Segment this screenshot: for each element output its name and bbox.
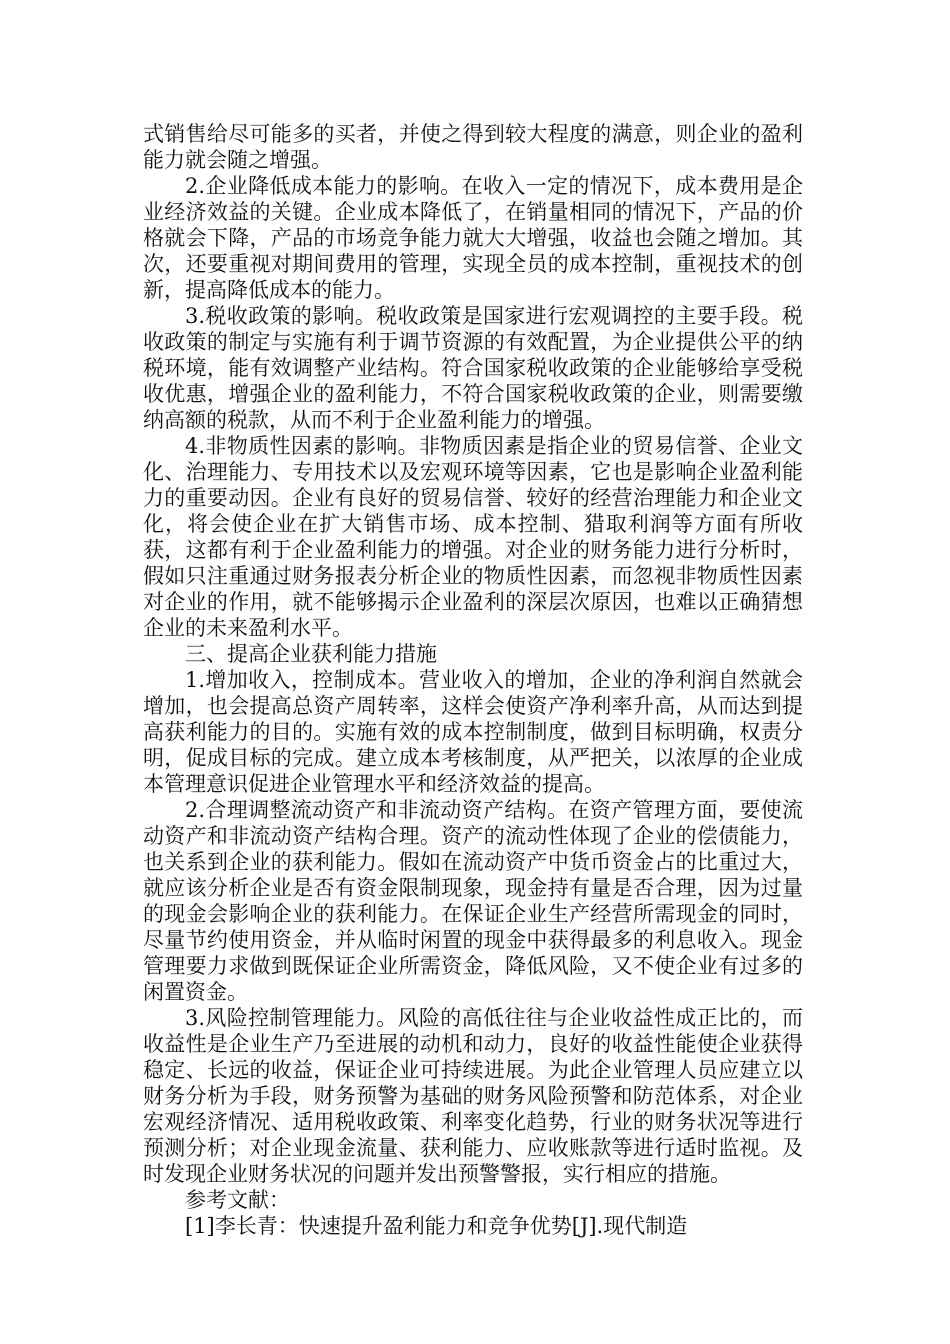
paragraph-cost-reduction: 2.企业降低成本能力的影响。在收入一定的情况下，成本费用是企业经济效益的关键。企业成本降低了，在销量相同的情况下，产品的价格就会下降，产品的市场竞争能力就大大增强，收益也会随之增加。其次，还要重视对期间费用的管理，实现全员的成本控制，重视技术的创新，提高降低成本的能力。: [143, 174, 803, 302]
document-body: [143, 121, 803, 1239]
section-heading: 三、提高企业获利能力措施: [185, 642, 437, 666]
references-title: 参考文献：: [185, 1188, 290, 1212]
paragraph-asset-structure: 2.合理调整流动资产和非流动资产结构。在资产管理方面，要使流动资产和非流动资产结构合理。资产的流动性体现了企业的偿债能力，也关系到企业的获利能力。假如在流动资产中货币资金占的比重过大，就应该分析企业是否有资金限制现象，现金持有量是否合理，因为过量的现金会影响企业的获利能力。在保证企业生产经营所需现金的同时，尽量节约使用资金，并从临时闲置的现金中获得最多的利息收入。现金管理要力求做到既保证企业所需资金，降低风险，又不使企业有过多的闲置资金。: [143, 798, 803, 1004]
paragraph-non-material-factors: 4.非物质性因素的影响。非物质因素是指企业的贸易信誉、企业文化、治理能力、专用技术以及宏观环境等因素，它也是影响企业盈利能力的重要动因。企业有良好的贸易信誉、较好的经营治理能力和企业文化，将会使企业在扩大销售市场、成本控制、猎取利润等方面有所收获，这都有利于企业盈利能力的增强。对企业的财务能力进行分析时，假如只注重通过财务报表分析企业的物质性因素，而忽视非物质性因素对企业的作用，就不能够揭示企业盈利的深层次原因，也难以正确猜想企业的未来盈利水平。: [143, 434, 803, 640]
paragraph-tax-policy: 3.税收政策的影响。税收政策是国家进行宏观调控的主要手段。税收政策的制定与实施有利于调节资源的有效配置，为企业提供公平的纳税环境，能有效调整产业结构。符合国家税收政策的企业能够给享受税收优惠，增强企业的盈利能力，不符合国家税收政策的企业，则需要缴纳高额的税款，从而不利于企业盈利能力的增强。: [143, 304, 803, 432]
paragraph-risk-control: 3.风险控制管理能力。风险的高低往往与企业收益性成正比的，而收益性是企业生产乃至进展的动机和动力，良好的收益性能使企业获得稳定、长远的收益，保证企业可持续进展。为此企业管理人员应建立以财务分析为手段，财务预警为基础的财务风险预警和防范体系，对企业宏观经济情况、适用税收政策、利率变化趋势，行业的财务状况等进行预测分析；对企业现金流量、获利能力、应收账款等进行适时监视。及时发现企业财务状况的问题并发出预警警报，实行相应的措施。: [143, 1006, 803, 1186]
paragraph-continuation: 式销售给尽可能多的买者，并使之得到较大程度的满意，则企业的盈利能力就会随之增强。: [143, 122, 803, 172]
paragraph-increase-revenue: 1.增加收入，控制成本。营业收入的增加，企业的净利润自然就会增加，也会提高总资产周转率，这样会使资产净利率升高，从而达到提高获利能力的目的。实施有效的成本控制制度，做到目标明确，权责分明，促成目标的完成。建立成本考核制度，从严把关，以浓厚的企业成本管理意识促进企业管理水平和经济效益的提高。: [143, 668, 803, 796]
reference-item: [1]李长青：快速提升盈利能力和竞争优势[J].现代制造: [185, 1214, 688, 1238]
